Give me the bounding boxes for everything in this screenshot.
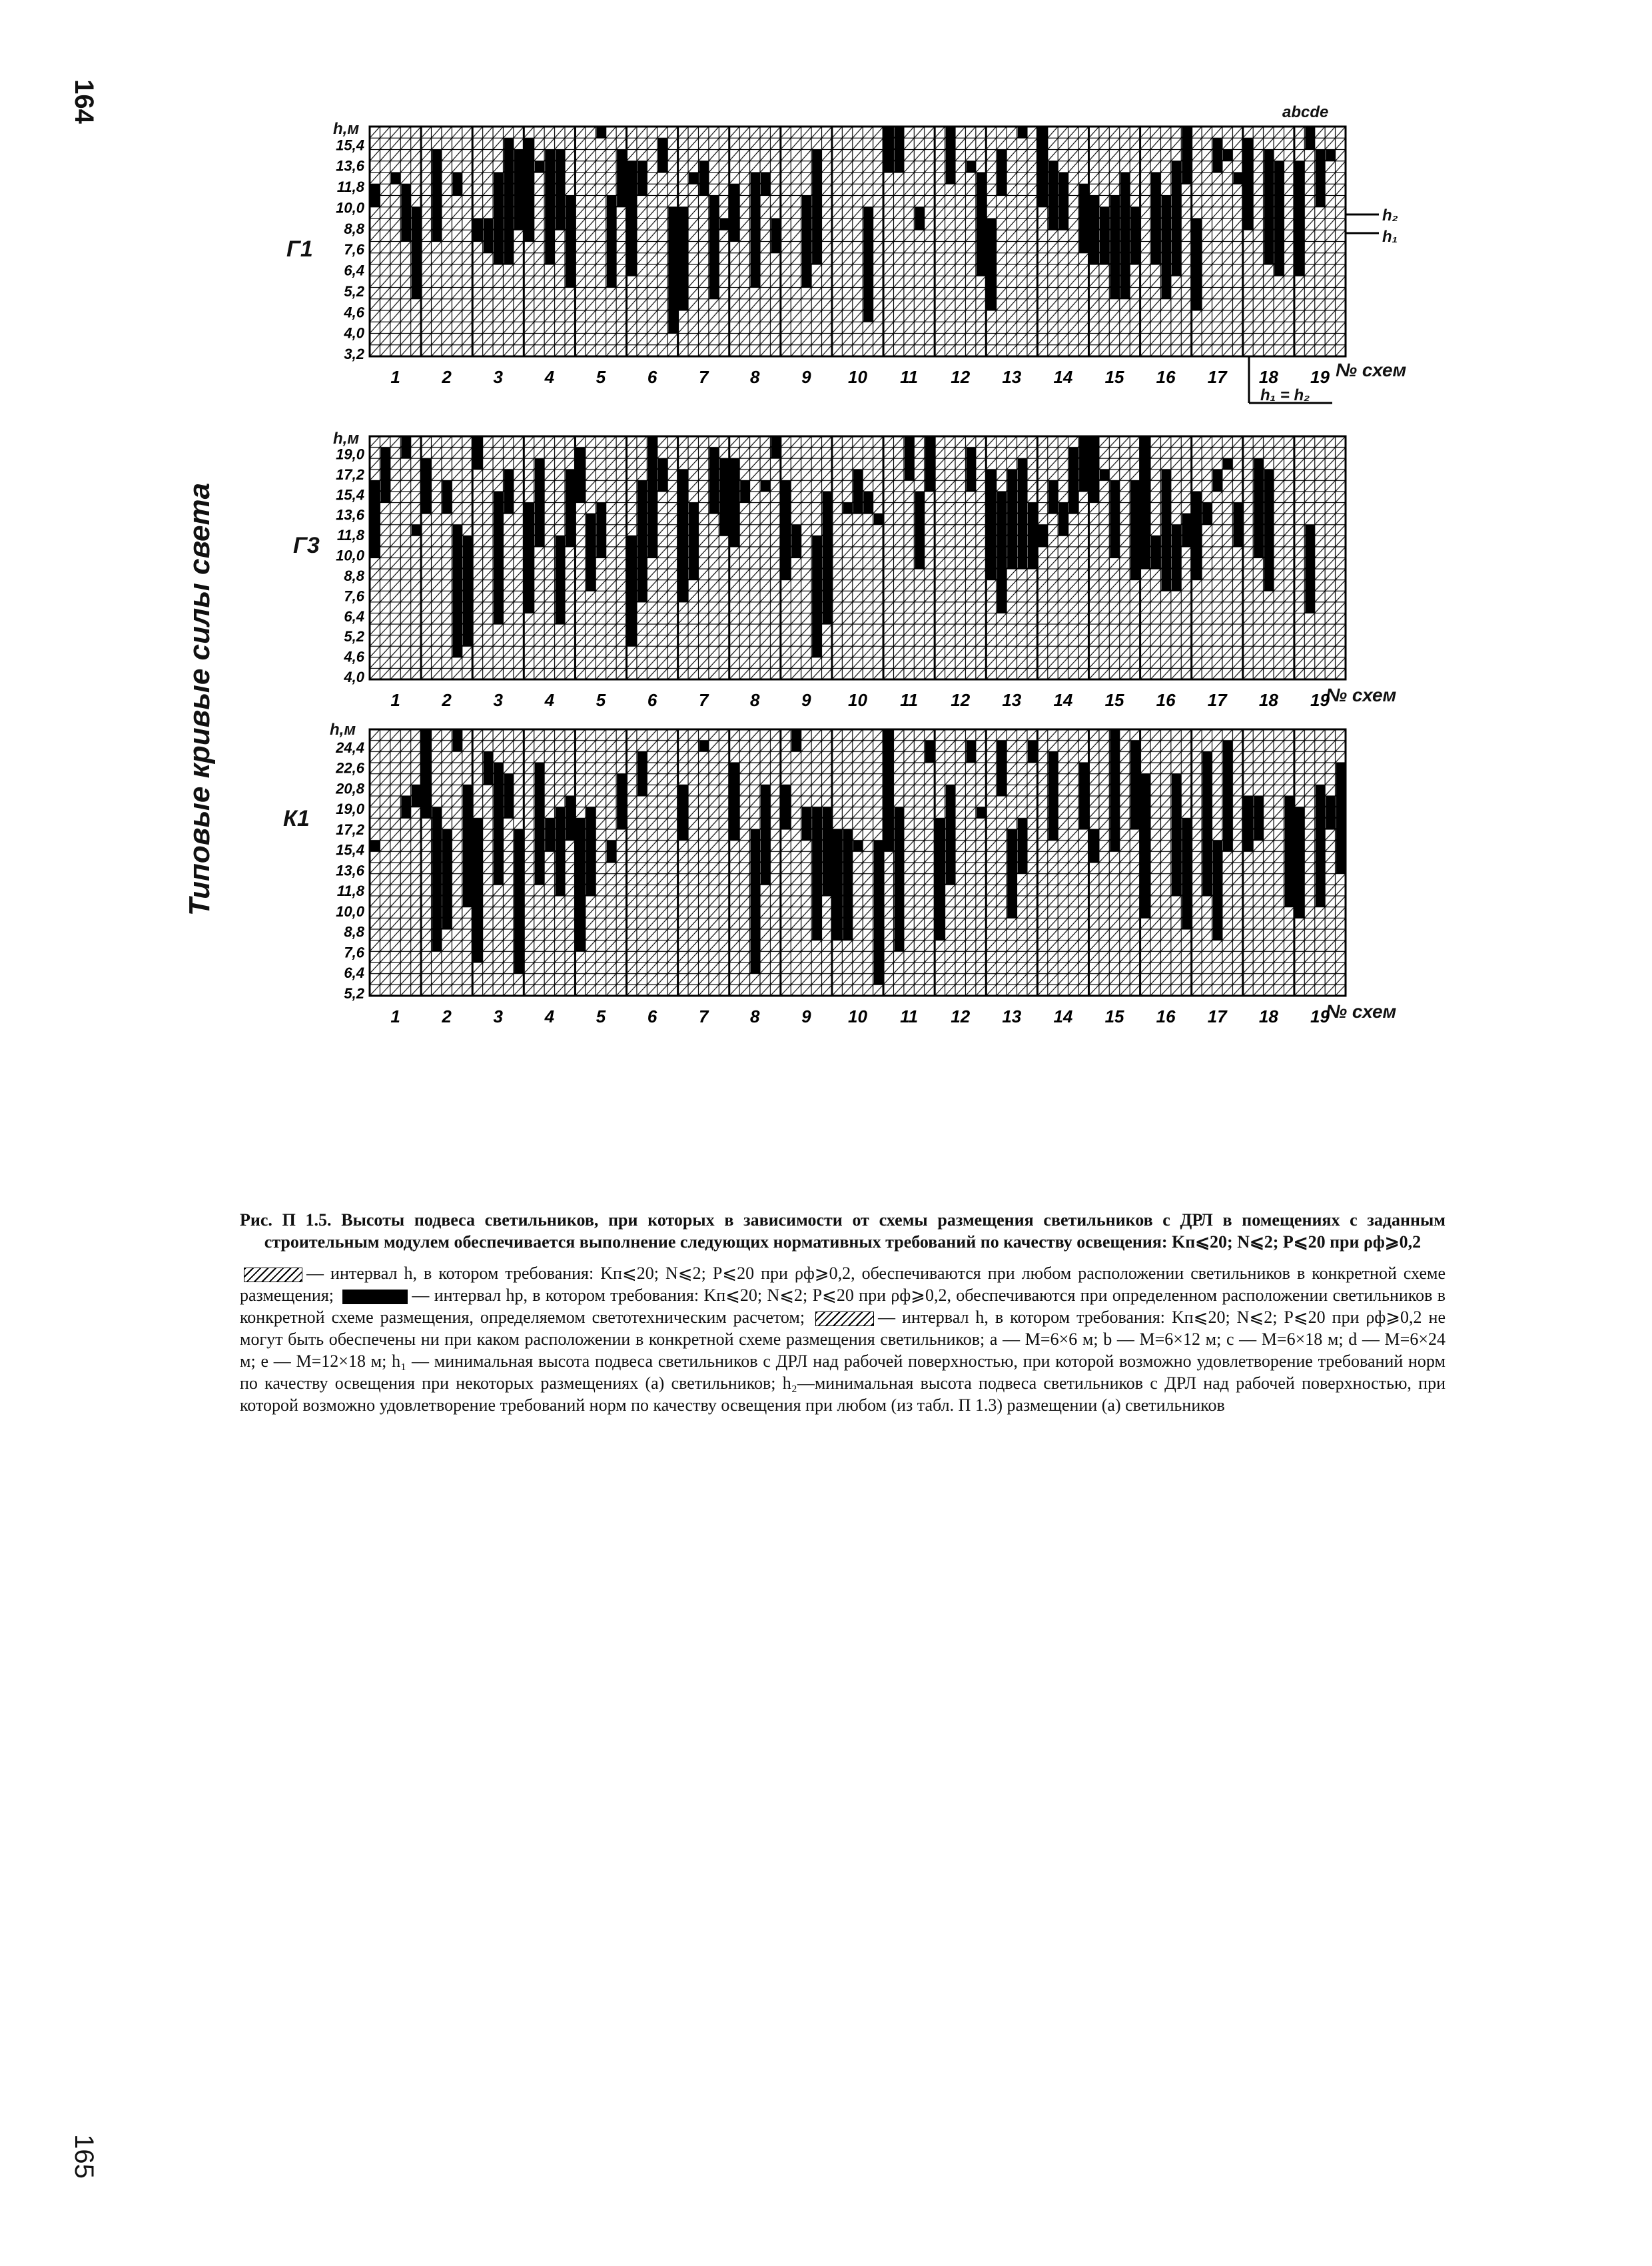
y-tick-label: 15,4 [336,841,364,859]
top-letters: abcde [1282,103,1329,121]
y-tick-label: 15,4 [336,486,364,504]
y-tick-label: 8,8 [344,923,364,941]
legend-item-2: — интервал hр, в котором требования: Kп⩽20; N⩽2; P⩽20 при ρф⩾0,2, обеспечиваются при определенном расположении светильников в конкретной схеме размещения, определяемом светотехническим расчетом; [240,1286,1446,1327]
panel-label: К1 [283,806,310,831]
x-tick-label: 1 [390,367,400,387]
interval-bar [545,818,554,851]
interval-bar [1141,774,1150,919]
interval-bar [884,729,893,851]
interval-bar [997,741,1007,796]
x-tick-label: 16 [1156,690,1176,710]
y-tick-label: 17,2 [336,466,364,483]
x-tick-label: 5 [596,690,606,710]
x-axis-unit: № схем [1336,360,1407,380]
y-tick-label: 6,4 [344,607,364,625]
y-tick-label: 17,2 [336,821,364,838]
x-tick-label: 1 [390,690,400,710]
y-tick-label: 13,6 [336,157,364,175]
interval-bar [925,741,935,763]
y-tick-label: 7,6 [344,241,364,258]
x-tick-label: 4 [544,367,555,387]
interval-bar [401,796,410,818]
interval-bar [637,751,647,796]
interval-bar [679,785,688,840]
x-tick-label: 18 [1258,367,1278,387]
interval-bar [422,729,431,818]
side-label: Типовые кривые силы света [183,482,216,917]
x-tick-label: 3 [493,367,503,387]
interval-bar [556,807,565,896]
page-number-bottom: 165 [69,2134,99,2179]
x-tick-label: 4 [544,1006,555,1026]
x-tick-label: 2 [442,1006,452,1026]
x-tick-label: 12 [951,367,971,387]
x-tick-label: 9 [801,690,811,710]
y-tick-label: 11,8 [336,179,364,196]
interval-bar [370,841,380,852]
x-tick-label: 7 [698,690,709,710]
interval-bar [607,841,616,863]
x-tick-label: 7 [698,1006,709,1026]
x-tick-label: 14 [1053,367,1073,387]
interval-bar [761,785,770,885]
x-tick-label: 11 [900,367,919,387]
panel-label: Г3 [293,533,320,558]
y-tick-label: 8,8 [344,220,364,237]
interval-bar [504,774,513,819]
x-tick-label: 10 [848,367,867,387]
legend-item-1: — интервал h, в котором требования: Kп⩽20; N⩽2; P⩽20 при ρф⩾0,2, обеспечиваются при любом расположении светильников в конкретной схеме размещения; [240,1264,1446,1305]
x-axis-unit: № схем [1326,1001,1397,1022]
x-tick-label: 19 [1310,1006,1330,1026]
x-tick-label: 12 [951,1006,971,1026]
x-tick-label: 9 [801,1006,811,1026]
interval-bar [432,807,442,952]
interval-bar [853,841,863,852]
interval-bar [946,785,955,885]
interval-bar [1284,796,1294,907]
interval-bar [843,829,852,941]
grid-chart-k1 [0,0,1652,1039]
x-tick-label: 13 [1002,690,1022,710]
x-tick-label: 18 [1258,1006,1278,1026]
x-tick-label: 15 [1104,1006,1124,1026]
figure-caption [240,1209,1446,1416]
y-tick-label: 19,0 [336,801,364,818]
x-tick-label: 10 [848,690,867,710]
y-tick-label: 11,8 [336,883,364,900]
interval-bar [1048,751,1058,840]
x-tick-label: 5 [596,1006,606,1026]
h2-label: h₂ [1382,206,1398,224]
interval-bar [617,774,626,829]
interval-bar [894,807,903,952]
x-tick-label: 1 [390,1006,400,1026]
y-tick-label: 20,8 [336,780,364,797]
interval-bar [833,829,842,941]
x-tick-label: 2 [442,367,452,387]
y-tick-label: 10,0 [336,903,364,920]
x-tick-label: 19 [1310,690,1330,710]
interval-bar [484,751,493,785]
interval-bar [781,785,791,829]
x-tick-label: 3 [493,690,503,710]
y-tick-label: 4,6 [344,304,364,321]
y-tick-label: 4,0 [344,669,364,685]
y-tick-label: 13,6 [336,506,364,524]
panel-label: Г1 [286,236,313,262]
interval-bar [576,818,585,951]
y-tick-label: 13,6 [336,862,364,879]
x-tick-label: 10 [848,1006,867,1026]
hatch-swatch-icon [815,1312,874,1326]
x-tick-label: 15 [1104,367,1124,387]
x-tick-label: 11 [900,690,919,710]
interval-bar [412,785,421,807]
y-tick-label: 10,0 [336,547,364,564]
interval-bar [586,807,596,896]
y-tick-label: 5,2 [344,282,364,300]
x-tick-label: 11 [900,1006,919,1026]
interval-bar [463,785,472,907]
x-tick-label: 16 [1156,367,1176,387]
y-tick-label: 5,2 [344,628,364,645]
x-tick-label: 6 [647,1006,657,1026]
h-equal-label: h₁ = h₂ [1260,386,1310,404]
solid-swatch-icon [342,1290,408,1304]
interval-bar [1213,841,1222,941]
interval-bar [473,818,482,962]
interval-bar [514,829,524,974]
y-tick-label: 11,8 [336,527,364,544]
interval-bar [1295,807,1304,919]
interval-bar [1244,796,1253,851]
interval-bar [1336,763,1346,874]
hatch-swatch-icon [244,1268,302,1282]
x-tick-label: 18 [1258,690,1278,710]
interval-bar [1007,829,1017,918]
interval-bar [1316,785,1325,907]
x-tick-label: 4 [544,690,555,710]
x-tick-label: 13 [1002,367,1022,387]
interval-bar [535,763,544,885]
x-tick-label: 17 [1207,367,1227,387]
y-tick-label: 22,6 [336,759,364,777]
interval-bar [699,741,708,752]
interval-bar [791,729,801,751]
interval-bar [977,807,986,819]
interval-bar [1182,818,1191,929]
y-tick-label: 7,6 [344,587,364,605]
interval-bar [1223,741,1232,852]
x-tick-label: 8 [750,690,760,710]
interval-bar [1079,763,1088,829]
caption-title: Рис. П 1.5. Высоты подвеса светильников, при которых в зависимости от схемы размещения светильников с ДРЛ в помещениях с заданным строительным модулем обеспечивается выполнение следующих нормативных требований по качеству освещения: Kп⩽20; N⩽2; P⩽20 при ρф⩾0,2 [240,1210,1446,1252]
y-axis-label: h,м [333,120,360,138]
interval-bar [823,807,832,896]
y-tick-label: 19,0 [336,446,364,463]
interval-bar [566,796,575,841]
interval-bar [494,763,503,885]
x-tick-label: 6 [647,690,657,710]
y-tick-label: 4,0 [344,324,364,342]
y-tick-label: 6,4 [344,964,364,982]
y-tick-label: 8,8 [344,567,364,584]
interval-bar [1202,751,1212,896]
x-tick-label: 3 [493,1006,503,1026]
x-tick-label: 7 [698,367,709,387]
interval-bar [751,829,760,974]
interval-bar [1028,741,1037,763]
y-tick-label: 10,0 [336,199,364,216]
interval-bar [1130,741,1140,829]
x-tick-label: 14 [1053,690,1073,710]
interval-bar [1110,729,1119,851]
y-tick-label: 7,6 [344,944,364,961]
interval-bar [966,741,975,763]
interval-bar [874,841,883,985]
interval-bar [1172,774,1181,896]
x-tick-label: 15 [1104,690,1124,710]
y-axis-label: h,м [330,721,356,739]
x-tick-label: 12 [951,690,971,710]
interval-bar [812,807,821,941]
x-tick-label: 19 [1310,367,1330,387]
interval-bar [1018,818,1027,873]
y-tick-label: 15,4 [336,137,364,154]
x-tick-label: 16 [1156,1006,1176,1026]
interval-bar [802,807,811,841]
x-tick-label: 8 [750,367,760,387]
y-tick-label: 4,6 [344,648,364,665]
x-axis-unit: № схем [1326,685,1397,705]
x-tick-label: 6 [647,367,657,387]
x-tick-label: 9 [801,367,811,387]
page-number-top: 164 [69,79,99,124]
interval-bar [1326,796,1335,829]
x-tick-label: 8 [750,1006,760,1026]
x-tick-label: 2 [442,690,452,710]
y-tick-label: 24,4 [336,739,364,756]
legend-text [240,1262,1446,1416]
legend-item-3: — интервал h, в котором требования: Kп⩽20; N⩽2; P⩽20 при ρф⩾0,2 не могут быть обеспечены ни при каком расположении в конкретной схеме размещения светильников; a — M=6×6 м; b — M=6×12 м; c — M=6×18 м; d — M=6×24 м; e — M=12×18 м; h₁ — минимальная высота подвеса светильников с ДРЛ над рабочей поверхностью, при которой возможно удовлетворение требований норм по качеству освещения при некоторых размещениях (a) светильников; h₂—минимальная высота подвеса светильников с ДРЛ над рабочей поверхностью, при которой возможно удовлетворение требований норм по качеству освещения при любом (из табл. П 1.3) размещении (a) светильников [240,1308,1446,1415]
x-tick-label: 17 [1207,690,1227,710]
x-tick-label: 17 [1207,1006,1227,1026]
y-tick-label: 5,2 [344,985,364,1002]
interval-bar [1089,829,1098,863]
interval-bar [442,829,452,929]
x-tick-label: 13 [1002,1006,1022,1026]
x-tick-label: 5 [596,367,606,387]
y-axis-label: h,м [333,430,360,448]
interval-bar [452,729,462,751]
y-tick-label: 6,4 [344,262,364,279]
h1-label: h₁ [1382,228,1398,246]
x-tick-label: 14 [1053,1006,1073,1026]
interval-bar [1254,796,1263,841]
interval-bar [730,763,739,841]
y-tick-label: 3,2 [344,346,364,362]
interval-bar [935,818,945,940]
